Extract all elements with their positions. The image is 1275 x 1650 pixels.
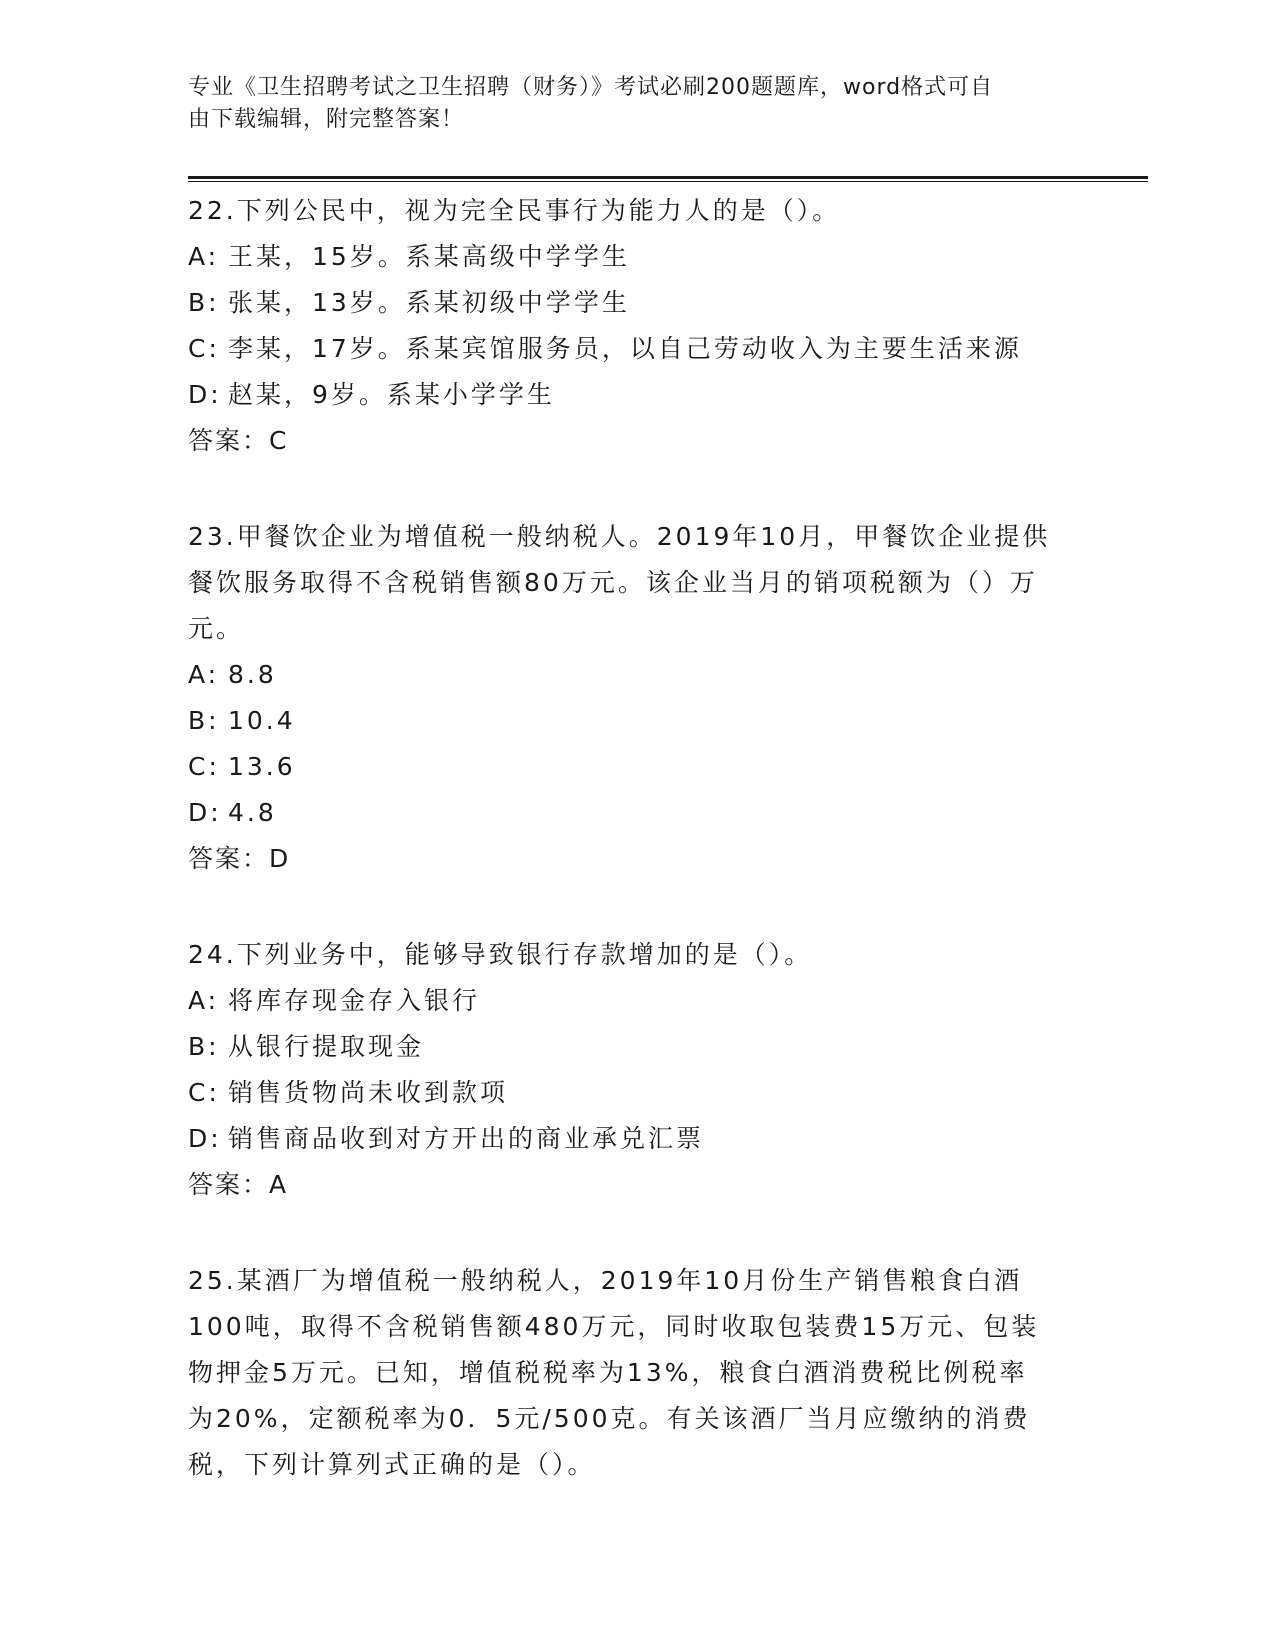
header-divider-thick bbox=[188, 176, 1148, 179]
question-stem-line: 元。 bbox=[188, 614, 245, 643]
header-divider-thin bbox=[188, 181, 1148, 182]
question-stem: 22.下列公民中，视为完全民事行为能力人的是（）。 bbox=[188, 196, 841, 225]
question-spacer bbox=[188, 1208, 1068, 1258]
question-stem: 24.下列业务中，能够导致银行存款增加的是（）。 bbox=[188, 940, 813, 969]
option-a[interactable] bbox=[188, 652, 1068, 698]
option-letter: C: bbox=[188, 1078, 220, 1107]
option-letter: B: bbox=[188, 706, 220, 735]
question-stem-line: 100吨，取得不含税销售额480万元，同时收取包装费15万元、包装 bbox=[188, 1312, 1040, 1341]
option-text: 销售货物尚未收到款项 bbox=[228, 1078, 509, 1107]
option-c[interactable] bbox=[188, 1070, 1068, 1116]
answer-line: 答案：D bbox=[188, 844, 291, 873]
question-spacer bbox=[188, 464, 1068, 514]
option-letter: B: bbox=[188, 1032, 220, 1061]
option-text: 将库存现金存入银行 bbox=[228, 986, 481, 1015]
option-letter: D: bbox=[188, 1124, 222, 1153]
question-stem-line: 为20%，定额税率为0．5元/500克。有关该酒厂当月应缴纳的消费 bbox=[188, 1404, 1031, 1433]
option-b[interactable] bbox=[188, 1024, 1068, 1070]
option-text: 13.6 bbox=[228, 752, 296, 781]
question-stem-line: 物押金5万元。已知，增值税税率为13%，粮食白酒消费税比例税率 bbox=[188, 1358, 1028, 1387]
option-text: 4.8 bbox=[228, 798, 277, 827]
option-d[interactable] bbox=[188, 372, 1068, 418]
option-c[interactable] bbox=[188, 326, 1068, 372]
question-25 bbox=[188, 1258, 1068, 1488]
header-line-1: 专业《卫生招聘考试之卫生招聘（财务）》考试必刷200题题库，word格式可自 bbox=[188, 75, 994, 100]
option-b[interactable] bbox=[188, 280, 1068, 326]
question-stem-line: 税，下列计算列式正确的是（）。 bbox=[188, 1450, 596, 1479]
option-c[interactable] bbox=[188, 744, 1068, 790]
option-text: 张某，13岁。系某初级中学学生 bbox=[228, 288, 630, 317]
option-letter: A: bbox=[188, 660, 220, 689]
option-letter: A: bbox=[188, 986, 220, 1015]
question-list bbox=[188, 188, 1068, 1488]
option-a[interactable] bbox=[188, 234, 1068, 280]
document-header bbox=[188, 72, 1068, 136]
question-23 bbox=[188, 514, 1068, 882]
answer-line: 答案：C bbox=[188, 426, 289, 455]
option-d[interactable] bbox=[188, 790, 1068, 836]
option-text: 赵某，9岁。系某小学学生 bbox=[228, 380, 555, 409]
answer-line: 答案：A bbox=[188, 1170, 289, 1199]
question-spacer bbox=[188, 882, 1068, 932]
option-letter: C: bbox=[188, 752, 220, 781]
question-stem-line: 餐饮服务取得不含税销售额80万元。该企业当月的销项税额为（）万 bbox=[188, 568, 1038, 597]
header-line-2: 由下载编辑，附完整答案！ bbox=[188, 107, 465, 132]
option-letter: A: bbox=[188, 242, 220, 271]
option-letter: D: bbox=[188, 798, 222, 827]
option-text: 10.4 bbox=[228, 706, 296, 735]
question-22 bbox=[188, 188, 1068, 464]
option-letter: C: bbox=[188, 334, 220, 363]
option-letter: B: bbox=[188, 288, 220, 317]
option-text: 从银行提取现金 bbox=[228, 1032, 425, 1061]
option-text: 8.8 bbox=[228, 660, 277, 689]
option-a[interactable] bbox=[188, 978, 1068, 1024]
option-b[interactable] bbox=[188, 698, 1068, 744]
option-letter: D: bbox=[188, 380, 222, 409]
option-text: 王某，15岁。系某高级中学学生 bbox=[228, 242, 630, 271]
question-24 bbox=[188, 932, 1068, 1208]
option-text: 销售商品收到对方开出的商业承兑汇票 bbox=[228, 1124, 705, 1153]
question-stem-line: 25.某酒厂为增值税一般纳税人，2019年10月份生产销售粮食白酒 bbox=[188, 1266, 1023, 1295]
option-text: 李某，17岁。系某宾馆服务员，以自己劳动收入为主要生活来源 bbox=[228, 334, 1022, 363]
question-stem-line: 23.甲餐饮企业为增值税一般纳税人。2019年10月，甲餐饮企业提供 bbox=[188, 522, 1051, 551]
option-d[interactable] bbox=[188, 1116, 1068, 1162]
